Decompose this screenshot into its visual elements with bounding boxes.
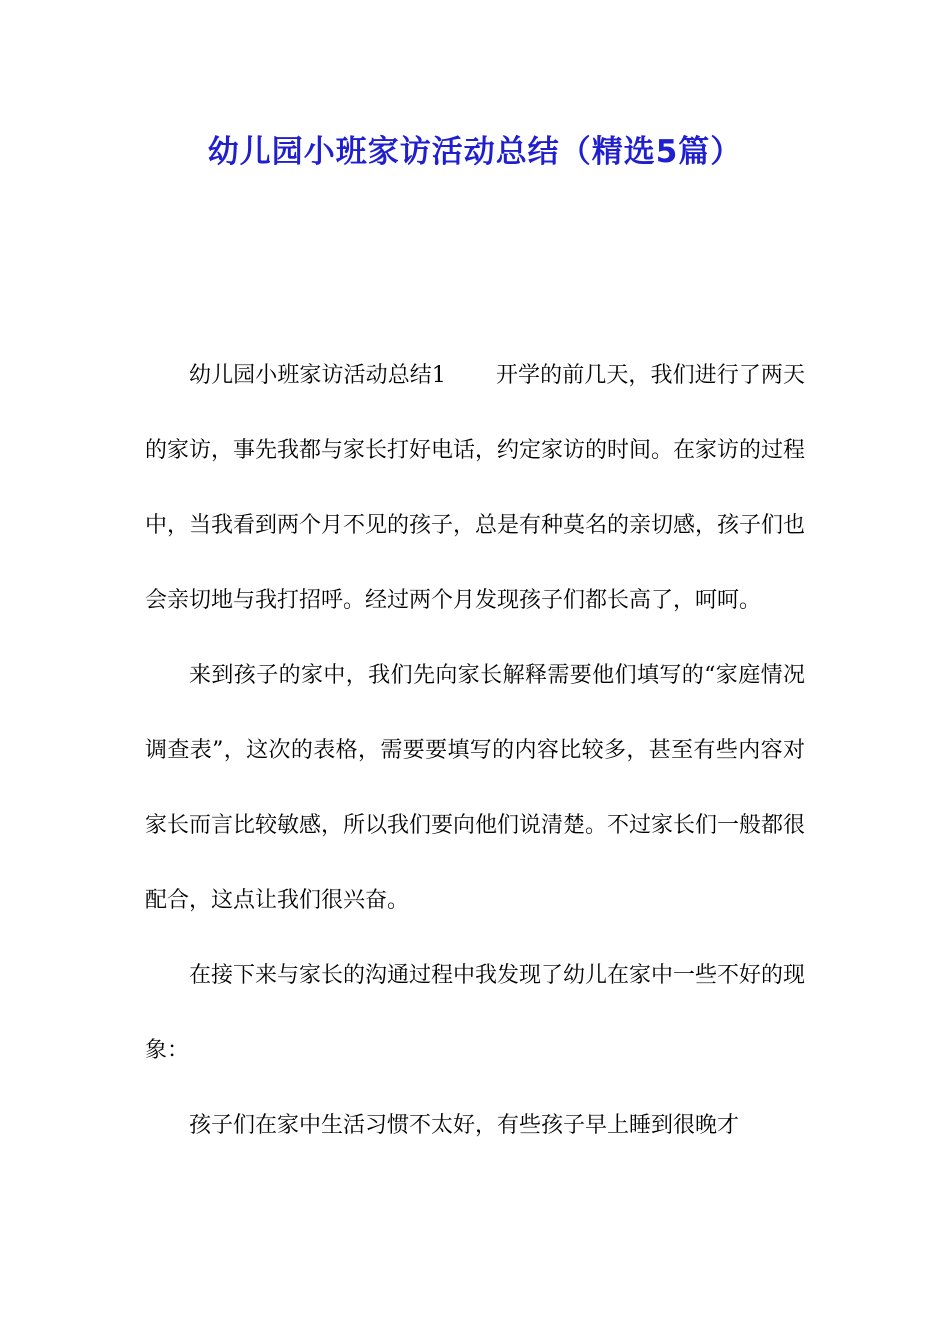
paragraph-2: 来到孩子的家中，我们先向家长解释需要他们填写的“家庭情况调查表”，这次的表格，需要要填写的内容比较多，甚至有些内容对家长而言比较敏感，所以我们要向他们说清楚。不过家长们一般都很配合，这点让我们很兴奋。 [145, 663, 806, 913]
paragraph-1-text: 开学的前几天，我们进行了两天的家访，事先我都与家长打好电话，约定家访的时间。在家访的过程中，当我看到两个月不见的孩子，总是有种莫名的亲切感，孩子们也会亲切地与我打招呼。经过两个月发现孩子们都长高了，呵呵。 [145, 363, 806, 613]
paragraph-3: 在接下来与家长的沟通过程中我发现了幼儿在家中一些不好的现象： [145, 963, 806, 1063]
document-title: 幼儿园小班家访活动总结（精选5篇） [207, 134, 743, 170]
paragraph-1 [145, 338, 805, 638]
document-body [145, 338, 805, 1163]
paragraph-4: 孩子们在家中生活习惯不太好，有些孩子早上睡到很晚才 [189, 1113, 740, 1138]
section-heading: 幼儿园小班家访活动总结1 [189, 363, 446, 388]
